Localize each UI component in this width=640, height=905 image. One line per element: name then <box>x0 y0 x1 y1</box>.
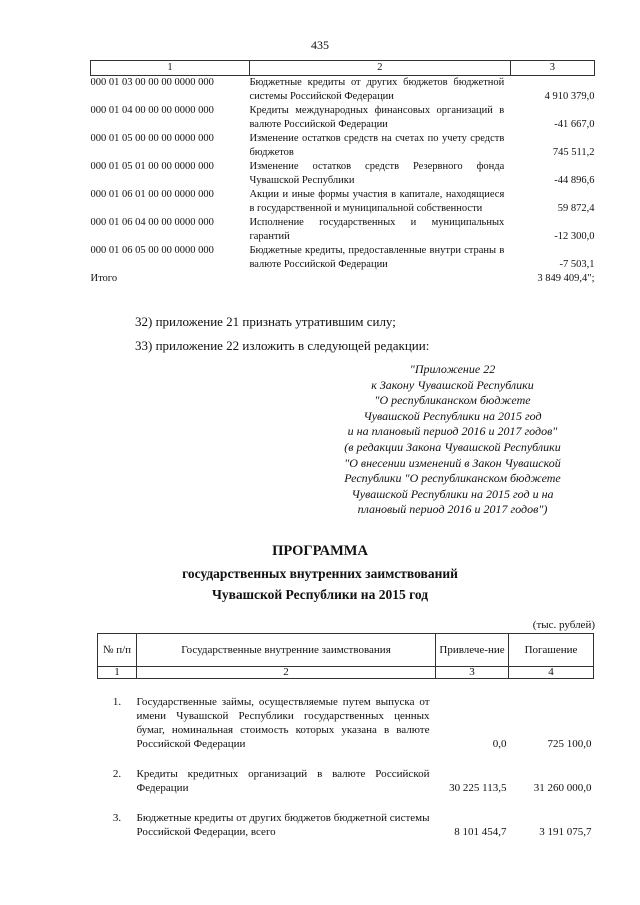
table-row <box>98 811 594 839</box>
budget-code: 000 01 06 01 00 00 0000 000 <box>90 189 214 200</box>
program-subtitle: Чувашской Республики на 2015 год <box>211 587 429 602</box>
row-name: Государственные займы, осуществляемые путем выпуска от имени Чувашской Республики государственных ценных бумаг, номинальная стоимость которых указана в валюте Российской Федерации <box>136 696 430 750</box>
appendix-line: "О республиканском бюджете <box>374 393 531 408</box>
column-header-number: № п/п <box>98 634 137 667</box>
row-repay: 31 260 000,0 <box>533 782 592 794</box>
table-row <box>98 695 594 751</box>
column-number: 2 <box>137 667 436 679</box>
budget-code: 000 01 06 05 00 00 0000 000 <box>90 245 214 256</box>
row-name: Кредиты кредитных организаций в валюте Российской Федерации <box>136 768 430 794</box>
column-header: 1 <box>91 61 250 76</box>
row-amount: 4 910 379,0 <box>544 91 595 102</box>
row-description: Изменение остатков средств на счетах по учету средств бюджетов <box>249 133 505 158</box>
column-number: 1 <box>98 667 137 679</box>
appendix-line: и на плановый период 2016 и 2017 годов" <box>347 424 558 439</box>
row-repay: 725 100,0 <box>547 738 592 750</box>
appendix-line: "О внесении изменений в Закон Чувашской <box>344 455 561 470</box>
budget-code: 000 01 05 01 00 00 0000 000 <box>90 161 214 172</box>
column-number: 4 <box>509 667 594 679</box>
table-header-row <box>98 634 594 667</box>
column-header: 2 <box>249 61 510 76</box>
budget-code: 000 01 05 00 00 00 0000 000 <box>90 133 214 144</box>
column-number: 3 <box>436 667 509 679</box>
table-row <box>91 132 595 160</box>
appendix-line: Чувашской Республики на 2015 год и на <box>351 486 554 501</box>
column-header-name: Государственные внутренние заимствования <box>137 634 436 667</box>
table-row <box>91 160 595 188</box>
appendix-line: плановый период 2016 и 2017 годов") <box>357 502 548 517</box>
row-amount: -44 896,6 <box>554 175 595 186</box>
budget-code: 000 01 06 04 00 00 0000 000 <box>90 217 214 228</box>
row-amount: 59 872,4 <box>557 203 595 214</box>
appendix-line: Чувашской Республики на 2015 год <box>363 408 542 423</box>
row-number: 3. <box>112 812 122 824</box>
unit-note: (тыс. рублей) <box>532 619 595 631</box>
row-description: Кредиты международных финансовых организаций в валюте Российской Федерации <box>249 105 505 130</box>
table-row <box>91 244 595 272</box>
row-name: Бюджетные кредиты от других бюджетов бюджетной системы Российской Федерации, всего <box>136 812 430 838</box>
column-number-row <box>98 667 594 679</box>
appendix-line: к Закону Чувашской Республики <box>371 377 534 392</box>
appendix-line: Республики "О республиканском бюджете <box>344 471 561 486</box>
column-header-attract: Привлече-ние <box>436 634 509 667</box>
table-row <box>91 76 595 105</box>
row-description: Бюджетные кредиты, предоставленные внутри страны в валюте Российской Федерации <box>249 245 505 270</box>
paragraph-33: 33) приложение 22 изложить в следующей редакции: <box>135 338 430 353</box>
row-description: Исполнение государственных и муниципальных гарантий <box>249 217 505 242</box>
row-amount: -7 503,1 <box>559 259 595 270</box>
sources-table <box>90 60 595 286</box>
table-row <box>91 216 595 244</box>
borrowings-table <box>97 633 594 839</box>
total-row <box>91 272 595 286</box>
column-header-repay: Погашение <box>509 634 594 667</box>
row-description: Изменение остатков средств Резервного фонда Чувашской Республики <box>249 161 505 186</box>
row-amount: 745 511,2 <box>552 147 595 158</box>
row-attract: 30 225 113,5 <box>449 782 507 794</box>
page-number: 435 <box>311 38 329 52</box>
row-repay: 3 191 075,7 <box>539 826 592 838</box>
row-amount: -12 300,0 <box>554 231 595 242</box>
program-title: ПРОГРАММА <box>272 543 368 559</box>
row-number: 1. <box>112 696 122 708</box>
budget-code: 000 01 04 00 00 00 0000 000 <box>90 105 214 116</box>
appendix-line: "Приложение 22 <box>409 362 496 376</box>
total-label: Итого <box>90 273 118 284</box>
column-header: 3 <box>510 61 594 76</box>
row-attract: 8 101 454,7 <box>454 826 507 838</box>
row-attract: 0,0 <box>492 738 507 750</box>
program-subtitle: государственных внутренних заимствований <box>182 566 458 581</box>
appendix-reference <box>320 362 585 518</box>
table-row <box>91 188 595 216</box>
row-amount: -41 667,0 <box>554 119 595 130</box>
paragraph-32: 32) приложение 21 признать утратившим силу; <box>135 314 396 329</box>
appendix-line: (в редакции Закона Чувашской Республики <box>344 439 561 454</box>
row-number: 2. <box>112 768 122 780</box>
table-header-row <box>91 61 595 76</box>
budget-code: 000 01 03 00 00 00 0000 000 <box>90 77 214 88</box>
row-description: Бюджетные кредиты от других бюджетов бюджетной системы Российской Федерации <box>249 77 505 102</box>
total-amount: 3 849 409,4"; <box>537 273 595 284</box>
row-description: Акции и иные формы участия в капитале, находящиеся в государственной и муниципальной собственности <box>249 189 505 214</box>
table-row <box>98 767 594 795</box>
table-row <box>91 104 595 132</box>
